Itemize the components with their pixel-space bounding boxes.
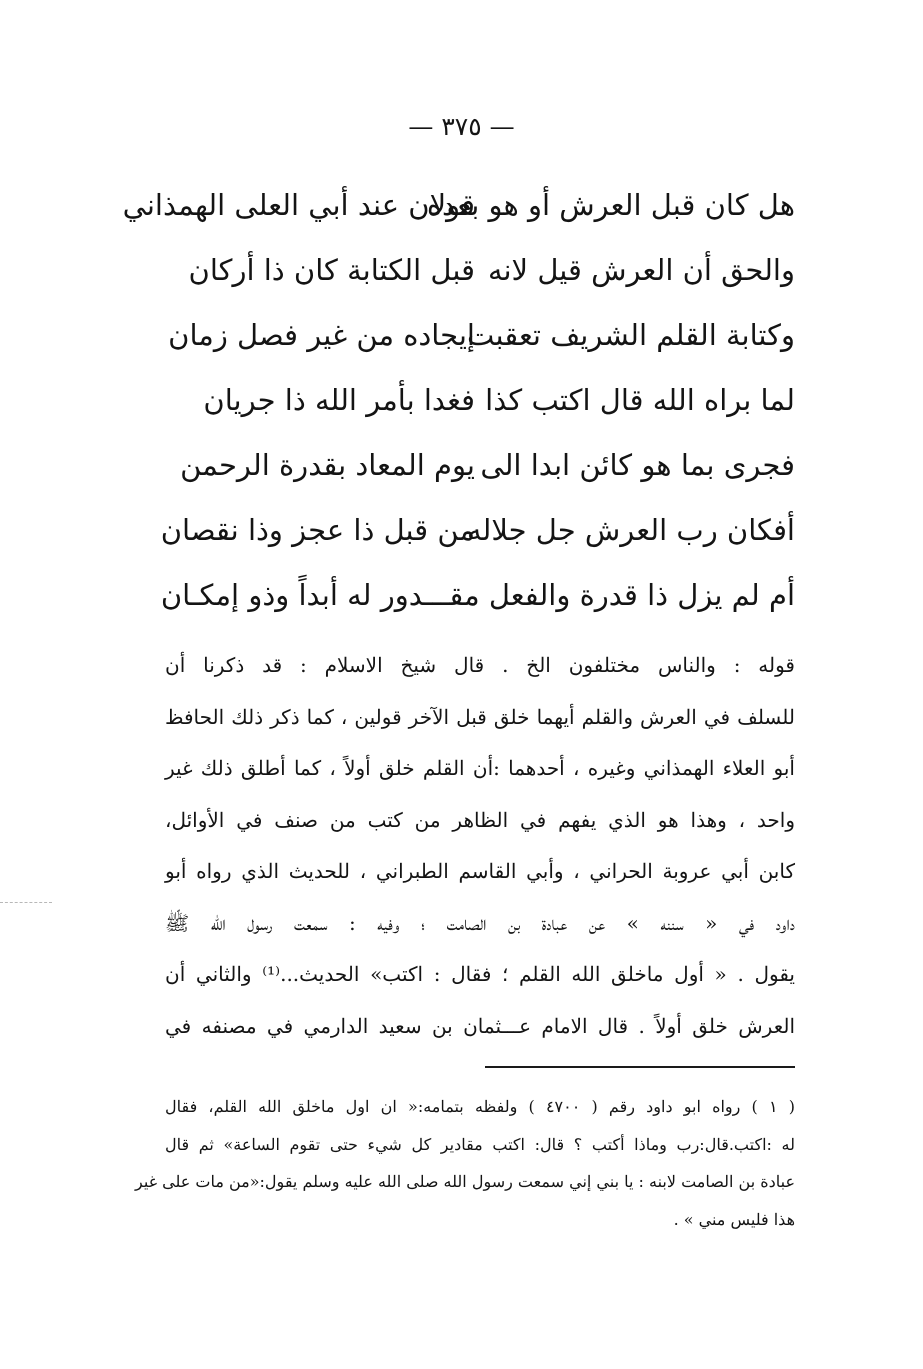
footnote-line-2: له :اكتب.قال:رب وماذا أكتب ؟ قال: اكتب مقادير كل شيء حتى تقوم الساعة» ثم قال [165, 1134, 795, 1154]
verse-3-second-hemistich: إيجاده من غير فصل زمان [168, 317, 475, 352]
commentary-line-3: أبو العلاء الهمذاني وغيره ، أحدهما :أن القلم خلق أولاً ، كما أطلق ذلك غير [165, 756, 795, 780]
verse-3 [168, 302, 795, 367]
verse-1 [122, 172, 795, 237]
verse-2-first-hemistich: والحق أن العرش قيل لانه [487, 252, 795, 287]
commentary-line-5: كابن أبي عروبة الحراني ، وأبي القاسم الطبراني ، للحديث الذي رواه أبو [165, 859, 795, 883]
verse-3-first-hemistich: وكتابة القلم الشريف تعقبت [467, 317, 795, 352]
verse-4-second-hemistich: فغدا بأمر الله ذا جريان [203, 382, 475, 417]
commentary-line-4: واحد ، وهذا هو الذي يفهم في الظاهر من كتب من صنف في الأوائل، [165, 807, 795, 832]
page-number: — ٣٧٥ — [408, 112, 515, 141]
verse-4-first-hemistich: لما براه الله قال اكتب كذا [485, 382, 795, 417]
footnote-line-3: عبادة بن الصامت لابنه : يا بني إني سمعت رسول الله صلى الله عليه وسلم يقول:«من مات على غير [135, 1172, 795, 1191]
commentary-paragraph [165, 640, 795, 1052]
verse-6-first-hemistich: أفكان رب العرش جل جلاله [466, 512, 795, 547]
footnote-line-1: ( ١ ) رواه ابو داود رقم ( ٤٧٠٠ ) ولفظه بتمامه:« ان اول ماخلق الله القلم، فقال [165, 1097, 796, 1116]
verse-2-second-hemistich: قبل الكتابة كان ذا أركان [188, 252, 475, 287]
poem-verses [122, 172, 795, 628]
footnote-line-4: هذا فليس مني » . [673, 1209, 795, 1229]
commentary-line-6: داود في « سننه » عن عبادة بن الصامت ؛ وفيه : سمعت رسول الله ﷺ [165, 910, 795, 935]
footnote-separator-rule [485, 1066, 795, 1068]
verse-2 [175, 237, 795, 302]
verse-5-first-hemistich: فجرى بما هو كائن ابدا الى [480, 447, 795, 482]
verse-1-second-hemistich: قولان عند أبي العلى الهمذاني [122, 187, 475, 222]
scan-edge-mark [0, 902, 52, 903]
commentary-line-8: العرش خلق أولاً . قال الامام عـــثمان بن سعيد الدارمي في مصنفه في [165, 1013, 795, 1038]
commentary-line-1: قوله : والناس مختلفون الخ . قال شيخ الاسلام : قد ذكرنا أن [165, 653, 795, 677]
verse-5-second-hemistich: يوم المعاد بقدرة الرحمن [180, 447, 475, 482]
commentary-line-7: يقول . « أول ماخلق الله القلم ؛ فقال : اكتب» الحديث...⁽¹⁾ والثاني أن [165, 962, 796, 986]
verse-7-full-line: أم لم يزل ذا قدرة والفعل مقـــدور له أبداً وذو إمكـان [160, 578, 795, 612]
commentary-line-2: للسلف في العرش والقلم أيهما خلق قبل الآخر قولين ، كما ذكر ذلك الحافظ [165, 704, 795, 729]
verse-1-first-hemistich: هل كان قبل العرش أو هو بعده [426, 187, 795, 222]
verse-5 [175, 432, 795, 497]
verse-4 [175, 367, 795, 432]
verse-6 [160, 497, 795, 562]
verse-6-second-hemistich: من قبل ذا عجز وذا نقصان [160, 512, 475, 547]
footnote [135, 1088, 796, 1238]
